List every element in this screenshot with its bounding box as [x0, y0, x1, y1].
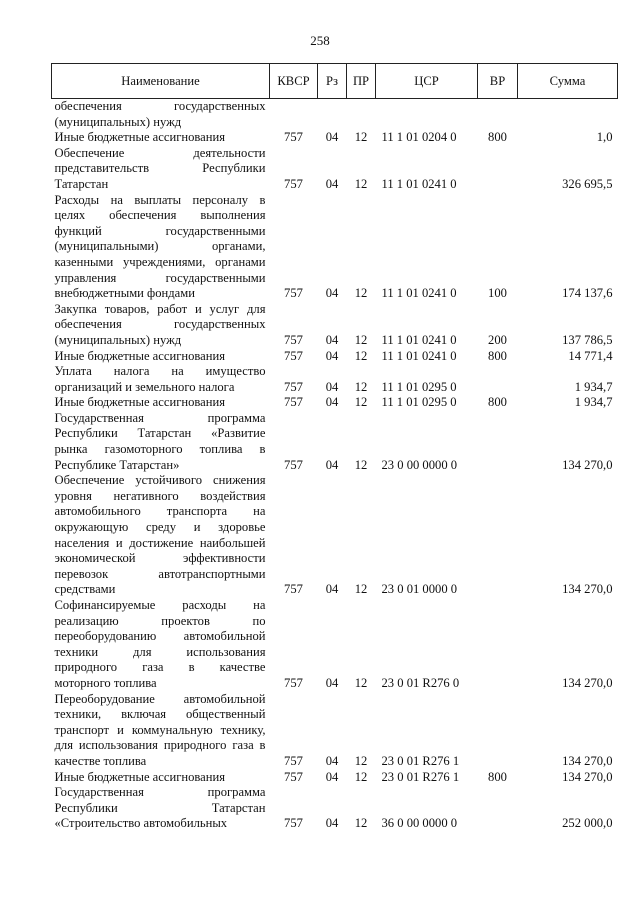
row-name-line: Государственная программа: [54, 785, 266, 800]
row-sum: 134 270,0: [562, 457, 613, 472]
row-name-line: Расходы на выплаты персоналу в: [54, 192, 266, 207]
row-name-line: целях обеспечения выполнения: [54, 208, 266, 223]
row-rz: 04: [325, 176, 339, 191]
table-row: [52, 146, 618, 193]
table-row: [52, 473, 618, 598]
row-sum: 134 270,0: [562, 582, 613, 597]
row-name: [52, 146, 270, 193]
header-pr: ПР: [347, 64, 376, 99]
header-vr: ВР: [478, 64, 518, 99]
row-name-line: качестве топлива: [54, 753, 147, 768]
row-name-line: транспорт и коммунальную технику,: [54, 722, 266, 737]
row-name: [52, 395, 270, 411]
row-kvsr: 757: [284, 348, 303, 363]
table-row: [52, 770, 618, 786]
row-vr: [478, 598, 518, 692]
row-name-line: природного газа в качестве: [54, 660, 266, 675]
row-name-line: Софинансируемые расходы на: [54, 598, 266, 612]
row-rz: 04: [325, 130, 339, 145]
row-name-line: представительств Республики: [54, 161, 266, 176]
header-name: Наименование: [52, 64, 270, 99]
row-name-line: уровня негативного воздействия: [54, 488, 266, 503]
row-pr: 12: [354, 286, 368, 301]
row-name: [52, 130, 270, 146]
row-name: [52, 785, 270, 832]
row-name-line: переоборудованию автомобильной: [54, 629, 266, 644]
row-name-line: Республики Татарстан: [54, 800, 266, 815]
row-kvsr: [270, 99, 318, 131]
row-name-line: (муниципальных) нужд: [54, 114, 182, 129]
row-name-line: окружающую среду и здоровье: [54, 520, 266, 535]
row-kvsr: 757: [284, 457, 303, 472]
header-csr: ЦСР: [376, 64, 478, 99]
row-name: [52, 770, 270, 786]
row-csr: 23 0 01 R276 1: [381, 753, 460, 768]
row-csr: 36 0 00 0000 0: [381, 816, 458, 831]
row-rz: 04: [325, 675, 339, 690]
row-vr: [478, 785, 518, 832]
row-pr: 12: [354, 457, 368, 472]
table-row: [52, 302, 618, 349]
row-csr: 11 1 01 0241 0: [381, 286, 457, 301]
row-name-line: средствами: [54, 582, 116, 597]
table-header-row: [52, 64, 618, 99]
row-vr: 800: [488, 130, 507, 145]
row-pr: 12: [354, 816, 368, 831]
row-rz: 04: [325, 332, 339, 347]
row-vr: 800: [488, 769, 507, 784]
row-sum: 14 771,4: [568, 348, 613, 363]
row-pr: 12: [354, 348, 368, 363]
row-name: [52, 99, 270, 131]
header-kvsr: КВСР: [270, 64, 318, 99]
row-kvsr: 757: [284, 753, 303, 768]
row-vr: [478, 146, 518, 193]
row-name-line: обеспечения государственных: [54, 317, 266, 332]
row-name-line: Уплата налога на имущество: [54, 364, 266, 379]
row-name-line: Татарстан: [54, 176, 109, 191]
table-row: [52, 130, 618, 146]
row-pr: 12: [354, 395, 368, 410]
row-kvsr: 757: [284, 332, 303, 347]
row-name-line: (муниципальных) нужд: [54, 332, 182, 347]
row-name: [52, 411, 270, 473]
row-name-line: Иные бюджетные ассигнования: [54, 395, 226, 410]
row-pr: 12: [354, 332, 368, 347]
row-kvsr: 757: [284, 130, 303, 145]
row-kvsr: 757: [284, 675, 303, 690]
row-name: [52, 692, 270, 770]
row-name-line: обеспечения государственных: [54, 99, 266, 113]
row-name-line: реализацию проектов по: [54, 613, 266, 628]
row-name-line: функций государственными: [54, 223, 266, 238]
row-name-line: Иные бюджетные ассигнования: [54, 130, 226, 145]
row-csr: 11 1 01 0295 0: [381, 379, 457, 394]
row-csr: 23 0 00 0000 0: [381, 457, 458, 472]
row-name: [52, 193, 270, 302]
row-vr: [478, 692, 518, 770]
row-name: [52, 364, 270, 395]
row-pr: 12: [354, 675, 368, 690]
row-rz: 04: [325, 753, 339, 768]
row-sum: 134 270,0: [562, 769, 613, 784]
row-name-line: внебюджетными фондами: [54, 286, 195, 301]
row-vr: [478, 473, 518, 598]
row-name-line: (муниципальными) органами,: [54, 239, 266, 254]
row-pr: 12: [354, 379, 368, 394]
table-row: [52, 193, 618, 302]
row-pr: 12: [354, 176, 368, 191]
row-name-line: перевозок автотранспортными: [54, 566, 266, 581]
row-kvsr: 757: [284, 582, 303, 597]
row-kvsr: 757: [284, 176, 303, 191]
row-rz: 04: [325, 816, 339, 831]
row-pr: 12: [354, 130, 368, 145]
row-sum: 1 934,7: [574, 395, 613, 410]
row-name-line: техники для использования: [54, 644, 266, 659]
row-name-line: Закупка товаров, работ и услуг для: [54, 301, 266, 316]
row-name-line: для использования природного газа в: [54, 738, 266, 753]
row-csr: 11 1 01 0241 0: [381, 176, 457, 191]
row-sum: 134 270,0: [562, 753, 613, 768]
row-name-line: Республике Татарстан»: [54, 457, 180, 472]
row-kvsr: 757: [284, 395, 303, 410]
row-vr: [478, 411, 518, 473]
row-sum: 174 137,6: [562, 286, 613, 301]
row-name-line: моторного топлива: [54, 675, 157, 690]
row-csr: 11 1 01 0295 0: [381, 395, 457, 410]
row-vr: 200: [488, 332, 507, 347]
row-name-line: казенными учреждениями, органами: [54, 254, 266, 269]
row-name: [52, 302, 270, 349]
row-rz: 04: [325, 286, 339, 301]
header-sum: Сумма: [518, 64, 618, 99]
row-csr: 11 1 01 0241 0: [381, 348, 457, 363]
page-number: 258: [310, 33, 330, 48]
row-csr: 11 1 01 0204 0: [381, 130, 457, 145]
row-kvsr: 757: [284, 286, 303, 301]
row-pr: 12: [354, 582, 368, 597]
row-vr: 100: [488, 286, 507, 301]
row-name-line: Иные бюджетные ассигнования: [54, 769, 226, 784]
row-name-line: Иные бюджетные ассигнования: [54, 348, 226, 363]
table-body: [52, 99, 618, 832]
header-rz: Рз: [318, 64, 347, 99]
row-sum: 137 786,5: [562, 332, 613, 347]
row-pr: 12: [354, 753, 368, 768]
row-name-line: управления государственными: [54, 270, 266, 285]
row-csr: 23 0 01 0000 0: [381, 582, 458, 597]
row-name-line: «Строительство автомобильных: [54, 816, 228, 831]
row-sum: 1 934,7: [574, 379, 613, 394]
row-rz: 04: [325, 582, 339, 597]
table-row: [52, 395, 618, 411]
row-name-line: рынка газомоторного топлива в: [54, 442, 266, 457]
row-name-line: Обеспечение деятельности: [54, 145, 266, 160]
row-csr: 23 0 01 R276 1: [381, 769, 460, 784]
row-vr: 800: [488, 348, 507, 363]
table-row: [52, 598, 618, 692]
row-name-line: Республики Татарстан «Развитие: [54, 426, 266, 441]
table-row: [52, 364, 618, 395]
row-name-line: Обеспечение устойчивого снижения: [54, 473, 266, 488]
row-rz: [318, 99, 347, 131]
row-pr: [347, 99, 376, 131]
row-vr: [478, 99, 518, 131]
row-sum: 1,0: [596, 130, 613, 145]
row-kvsr: 757: [284, 769, 303, 784]
row-sum: 326 695,5: [562, 176, 613, 191]
row-vr: [478, 364, 518, 395]
row-rz: 04: [325, 348, 339, 363]
row-name-line: техники, включая общественный: [54, 707, 266, 722]
row-vr: 800: [488, 395, 507, 410]
row-kvsr: 757: [284, 816, 303, 831]
row-rz: 04: [325, 457, 339, 472]
row-sum: 252 000,0: [562, 816, 613, 831]
table-row: [52, 99, 618, 131]
row-rz: 04: [325, 769, 339, 784]
row-csr: 23 0 01 R276 0: [381, 675, 460, 690]
table-row: [52, 411, 618, 473]
table-row: [52, 692, 618, 770]
row-pr: 12: [354, 769, 368, 784]
row-rz: 04: [325, 379, 339, 394]
row-name-line: экономической эффективности: [54, 551, 266, 566]
row-csr: 11 1 01 0241 0: [381, 332, 457, 347]
row-name-line: автомобильного транспорта на: [54, 504, 266, 519]
row-name-line: Государственная программа: [54, 410, 266, 425]
row-csr: [376, 99, 478, 131]
row-sum: 134 270,0: [562, 675, 613, 690]
budget-table: [51, 63, 618, 832]
row-name: [52, 473, 270, 598]
table-row: [52, 349, 618, 365]
table-row: [52, 785, 618, 832]
row-name: [52, 598, 270, 692]
row-name-line: населения и достижение наибольшей: [54, 535, 266, 550]
row-name: [52, 349, 270, 365]
row-name-line: организаций и земельного налога: [54, 379, 235, 394]
row-rz: 04: [325, 395, 339, 410]
row-name-line: Переоборудование автомобильной: [54, 691, 266, 706]
row-sum: [518, 99, 618, 131]
row-kvsr: 757: [284, 379, 303, 394]
